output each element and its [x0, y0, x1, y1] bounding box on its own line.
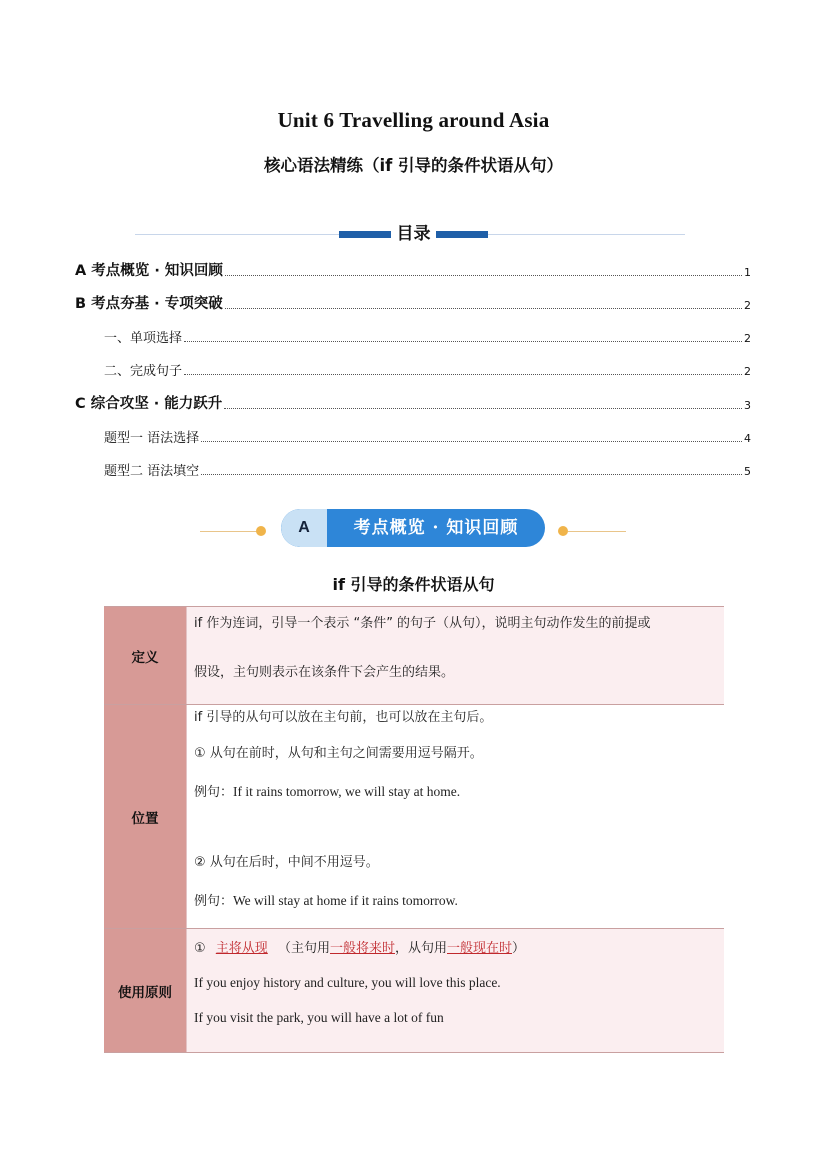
toc-item-label: 题型一 语法选择	[104, 431, 200, 446]
banner-line-left	[200, 531, 258, 532]
definition-line-1: if 作为连词，引导一个表示 “条件” 的句子（从句），说明主句动作发生的前提或	[194, 616, 651, 631]
banner-dot-left	[256, 526, 266, 536]
toc-leader	[225, 274, 742, 276]
row-body	[186, 607, 724, 704]
document-title: Unit 6 Travelling around Asia	[277, 108, 550, 132]
document-subtitle: 核心语法精练（if 引导的条件状语从句）	[263, 156, 564, 175]
toc-leader	[201, 473, 742, 475]
toc-leader	[225, 307, 742, 309]
example-sentence: If it rains tomorrow, we will stay at home.	[233, 784, 461, 799]
row-header: 使用原则	[104, 929, 186, 1052]
toc-item-label: A 考点概览 · 知识回顾	[75, 263, 223, 279]
toc-bar-left	[339, 231, 391, 238]
row-body	[186, 705, 724, 928]
position-example-2	[194, 890, 458, 909]
toc-item-c2[interactable]	[104, 459, 751, 479]
table-row-usage	[104, 929, 724, 1053]
toc-item-page: 2	[744, 299, 751, 312]
banner-line-right	[568, 531, 626, 532]
toc-item-page: 5	[744, 465, 751, 478]
toc-item-b2[interactable]	[104, 359, 751, 379]
rule-text: ，从句用	[394, 941, 447, 956]
position-example-1	[194, 781, 460, 800]
toc-item-b[interactable]	[75, 293, 751, 313]
usage-rule	[194, 937, 525, 956]
toc-leader	[184, 373, 742, 375]
toc-item-page: 4	[744, 432, 751, 445]
row-body	[186, 929, 724, 1052]
toc-item-label: C 综合攻坚 · 能力跃升	[75, 396, 223, 412]
position-point-1: ① 从句在前时，从句和主句之间需要用逗号隔开。	[194, 746, 483, 761]
toc-item-page: 1	[744, 266, 751, 279]
grammar-table	[104, 606, 724, 1053]
toc-item-page: 2	[744, 332, 751, 345]
rule-main-tense: 一般将来时	[329, 941, 395, 956]
toc-bar-right	[436, 231, 488, 238]
section-title: if 引导的条件状语从句	[332, 575, 495, 594]
toc-item-label: 题型二 语法填空	[104, 464, 200, 479]
banner-dot-right	[558, 526, 568, 536]
toc-item-label: B 考点夯基 · 专项突破	[75, 296, 223, 312]
usage-example-1: If you enjoy history and culture, you will love this place.	[194, 975, 501, 990]
table-row-definition	[104, 607, 724, 705]
toc-item-label: 一、单项选择	[104, 331, 183, 346]
toc-item-page: 3	[744, 399, 751, 412]
position-intro: if 引导的从句可以放在主句前，也可以放在主句后。	[194, 710, 493, 725]
rule-text: ）	[512, 941, 526, 956]
example-sentence: We will stay at home if it rains tomorrow.	[233, 893, 458, 908]
table-row-position	[104, 705, 724, 929]
example-label: 例句：	[194, 894, 234, 909]
section-banner-text: 考点概览 · 知识回顾	[353, 518, 519, 538]
toc-leader	[224, 407, 742, 409]
usage-example-2: If you visit the park, you will have a lot of fun	[194, 1010, 444, 1025]
toc-heading: 目录	[391, 219, 436, 244]
row-header: 位置	[104, 705, 186, 928]
toc-item-label: 二、完成句子	[104, 364, 183, 379]
toc-item-b1[interactable]	[104, 326, 751, 346]
section-letter: A	[281, 509, 327, 547]
toc-leader	[184, 340, 742, 342]
toc-item-c[interactable]	[75, 393, 751, 413]
row-header: 定义	[104, 607, 186, 704]
section-banner	[281, 509, 545, 547]
rule-text: （主句用	[277, 941, 330, 956]
rule-sub-tense: 一般现在时	[447, 941, 513, 956]
rule-number: ①	[194, 941, 206, 956]
toc-leader	[201, 440, 742, 442]
position-point-2: ② 从句在后时，中间不用逗号。	[194, 855, 379, 870]
toc-item-page: 2	[744, 365, 751, 378]
example-label: 例句：	[194, 785, 234, 800]
toc-item-a[interactable]	[75, 260, 751, 280]
definition-line-2: 假设，主句则表示在该条件下会产生的结果。	[194, 665, 455, 680]
rule-name: 主将从现	[215, 941, 268, 956]
toc-item-c1[interactable]	[104, 426, 751, 446]
